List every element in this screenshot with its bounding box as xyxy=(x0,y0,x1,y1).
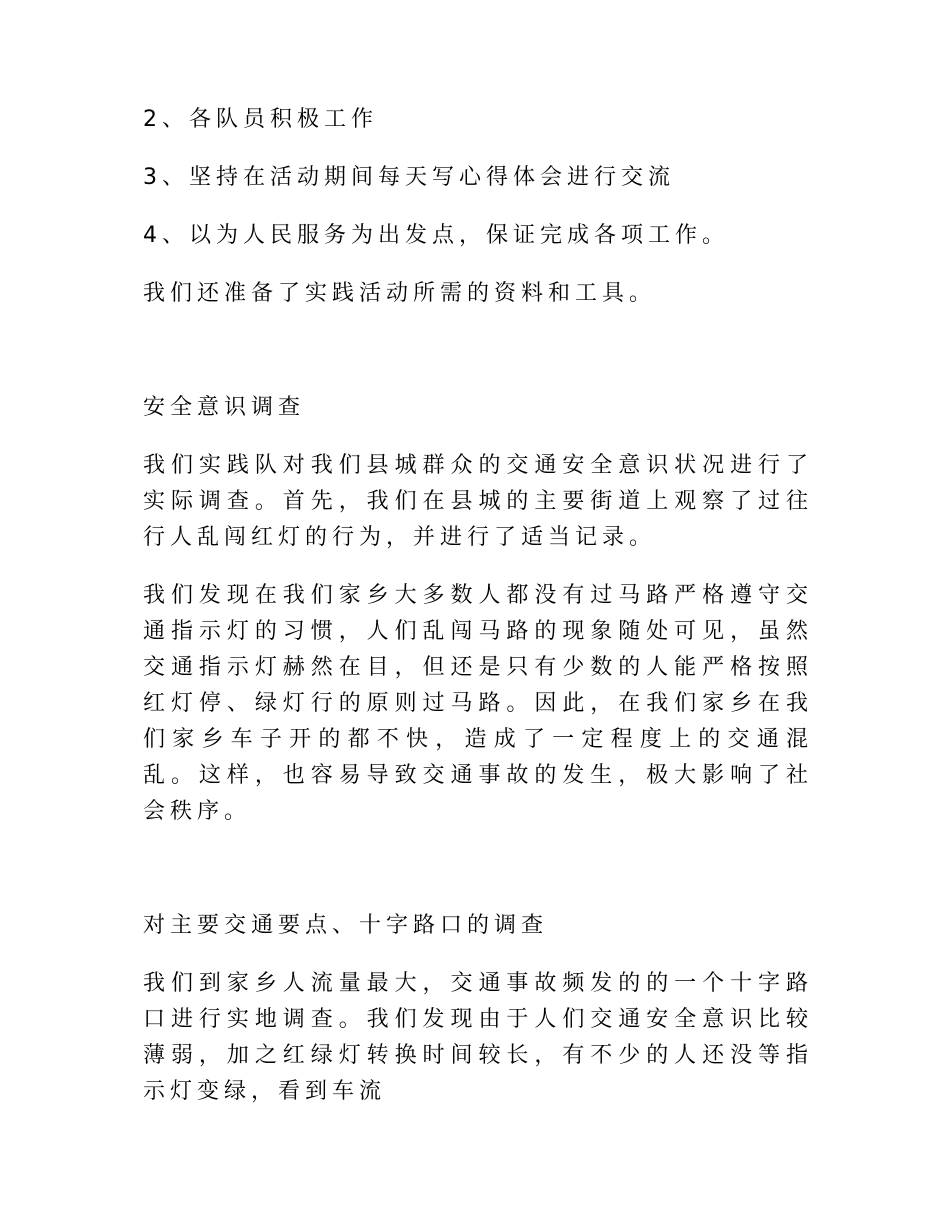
section-spacer xyxy=(143,852,813,908)
section-spacer xyxy=(143,334,813,390)
section-heading-safety-awareness: 安全意识调查 xyxy=(143,395,306,420)
paragraph-findings: 我们发现在我们家乡大多数人都没有过马路严格遵守交通指示灯的习惯，人们乱闯马路的现象随处可见，虽然交通指示灯赫然在目，但还是只有少数的人能严格按照红灯停、绿灯行的原则过马路。因此，在我们家乡在我们家乡车子开的都不快，造成了一定程度上的交通混乱。这样，也容易导致交通事故的发生，极大影响了社会秩序。 xyxy=(143,583,813,824)
list-item-2: 2、各队员积极工作 xyxy=(143,107,378,132)
paragraph-intersection: 我们到家乡人流量最大，交通事故频发的的一个十字路口进行实地调查。我们发现由于人们交通安全意识比较薄弱，加之红绿灯转换时间较长，有不少的人还没等指示灯变绿，看到车流 xyxy=(143,971,813,1104)
materials-note: 我们还准备了实践活动所需的资料和工具。 xyxy=(143,281,657,306)
paragraph-survey-intro: 我们实践队对我们县城群众的交通安全意识状况进行了实际调查。首先，我们在县城的主要街道上观察了过往行人乱闯红灯的行为，并进行了适当记录。 xyxy=(143,453,813,550)
document-body xyxy=(143,102,813,1132)
list-item-3: 3、坚持在活动期间每天写心得体会进行交流 xyxy=(143,165,675,190)
list-item-4: 4、以为人民服务为出发点，保证完成各项工作。 xyxy=(143,223,729,248)
section-heading-intersection-survey: 对主要交通要点、十字路口的调查 xyxy=(143,913,549,938)
